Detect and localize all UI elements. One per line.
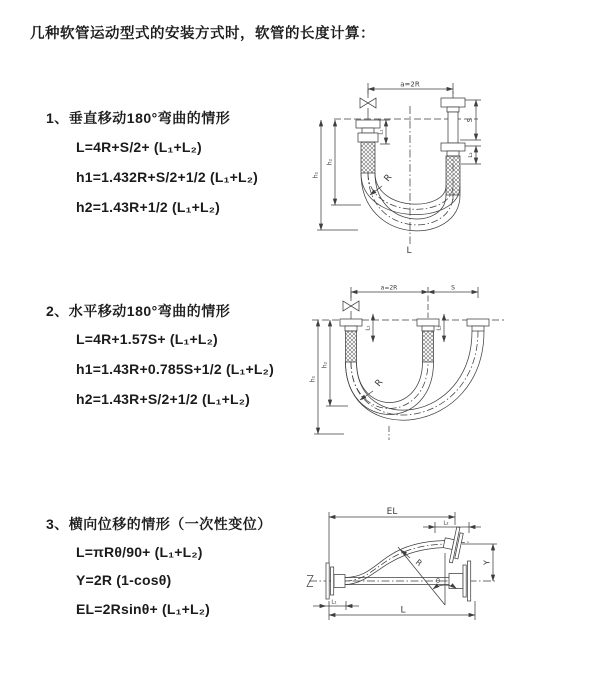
section-1-heading: 1、垂直移动180°弯曲的情形 — [46, 110, 231, 126]
section-2-formula-l: L=4R+1.57S+ (L₁+L₂) — [76, 331, 218, 347]
dim-label-h2: h₂ — [321, 361, 329, 369]
radius-label: R — [373, 377, 386, 389]
valve-icon — [343, 301, 359, 311]
section-1-formula-h1: h1=1.432R+S/2+1/2 (L₁+L₂) — [76, 169, 258, 185]
section-2-heading: 2、水平移动180°弯曲的情形 — [46, 303, 231, 319]
dim-label-l1: L₁ — [331, 599, 337, 606]
theta-angle-arc — [433, 585, 445, 589]
section-2-formula-h2: h2=1.43R+S/2+1/2 (L₁+L₂) — [76, 391, 251, 407]
section-2-formula-h1: h1=1.43R+0.785S+1/2 (L₁+L₂) — [76, 361, 274, 377]
dim-label-h1: h₁ — [309, 375, 317, 383]
section-1-formula-h2: h2=1.43R+1/2 (L₁+L₂) — [76, 199, 221, 215]
hose-u-arcs — [361, 173, 460, 231]
dim-label-l2: L₂ — [436, 325, 443, 331]
section-3-heading: 3、横向位移的情形（一次性变位） — [46, 516, 272, 532]
dim-label-s: S — [451, 284, 455, 292]
dim-label-s: S — [466, 117, 474, 123]
section-3-formula-el: EL=2Rsinθ+ (L₁+L₂) — [76, 601, 211, 617]
valve-icon — [360, 98, 376, 108]
dim-label-y: Y — [482, 560, 492, 565]
section-3-formula-y: Y=2R (1-cosθ) — [76, 572, 172, 588]
diagram-u-bend-vertical — [308, 76, 593, 256]
diagram-u-bend-horizontal — [306, 282, 591, 462]
braided-hose-section — [361, 142, 375, 173]
page-title: 几种软管运动型式的安装方式时，软管的长度计算： — [30, 26, 375, 42]
radius-construction-line — [398, 547, 445, 605]
dim-label-span: a=2R — [380, 284, 398, 292]
dim-label-span: a=2R — [400, 80, 420, 89]
dim-label-l2: L₂ — [443, 520, 449, 527]
theta-label: θ — [436, 577, 440, 585]
hose-u-arcs-position2 — [346, 331, 485, 420]
radius-leader — [370, 186, 382, 195]
section-1-formula-l: L=4R+S/2+ (L₁+L₂) — [76, 139, 202, 155]
left-pipe-fitting — [356, 120, 380, 173]
right-pipe-fitting — [467, 319, 489, 331]
tilted-flange — [440, 525, 464, 564]
dim-label-h2: h₂ — [326, 158, 334, 166]
diagram-s-curve-lateral — [297, 503, 597, 648]
radius-label: R — [382, 172, 395, 184]
hose-u-arcs-position1 — [346, 362, 434, 415]
length-label: L — [400, 605, 406, 616]
dim-label-l1: L₁ — [365, 325, 372, 331]
dim-label-l2: L₂ — [468, 152, 474, 158]
braided-hose-section — [446, 156, 460, 195]
length-label: L — [406, 246, 412, 256]
radius-label: R — [413, 557, 424, 569]
right-pipe-fitting — [441, 98, 465, 195]
section-3-formula-l: L=πRθ/90+ (L₁+L₂) — [76, 544, 203, 560]
dim-label-el: EL — [386, 507, 398, 517]
left-flange — [326, 563, 345, 599]
dim-label-h1: h₁ — [312, 171, 320, 179]
left-pipe-fitting — [340, 319, 362, 362]
dim-label-l1: L₁ — [378, 129, 385, 135]
